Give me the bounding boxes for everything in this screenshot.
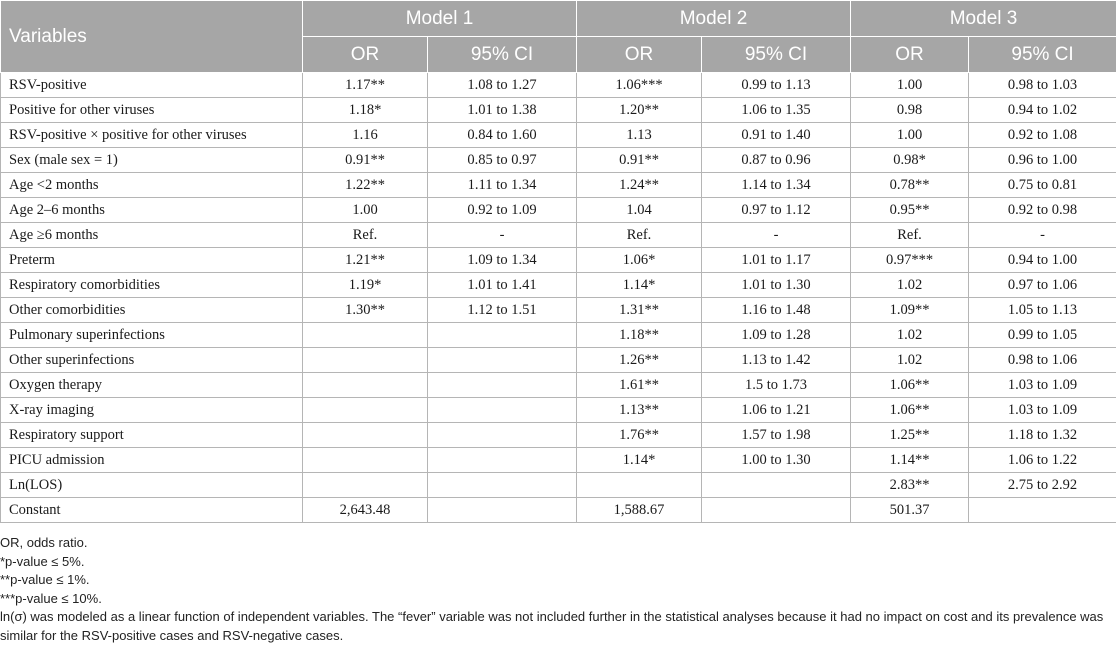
ci-header: 95% CI — [702, 37, 851, 73]
model-2-or-cell: 1.61** — [577, 373, 702, 398]
model-3-or-cell: 2.83** — [851, 473, 969, 498]
model-1-ci-cell — [428, 448, 577, 473]
model-2-or-cell: 1.06*** — [577, 73, 702, 98]
model-3-or-cell: 0.98* — [851, 148, 969, 173]
model-1-ci-cell: 1.01 to 1.38 — [428, 98, 577, 123]
model-1-ci-cell: 0.84 to 1.60 — [428, 123, 577, 148]
model-3-ci-cell: 1.18 to 1.32 — [969, 423, 1116, 448]
significance-note-10pct: ***p-value ≤ 10%. — [0, 590, 102, 606]
model-1-ci-cell: - — [428, 223, 577, 248]
variable-cell: Respiratory comorbidities — [1, 273, 303, 298]
model-2-ci-cell: 1.13 to 1.42 — [702, 348, 851, 373]
table-row — [1, 473, 1116, 498]
model-2-ci-cell — [702, 498, 851, 523]
model-2-or-cell: 1,588.67 — [577, 498, 702, 523]
model-1-or-cell: 1.18* — [303, 98, 428, 123]
model-3-ci-cell: 2.75 to 2.92 — [969, 473, 1116, 498]
table-row — [1, 398, 1116, 423]
table-row — [1, 73, 1116, 98]
model-2-ci-cell: 0.91 to 1.40 — [702, 123, 851, 148]
model-1-or-cell: 1.17** — [303, 73, 428, 98]
table-row — [1, 298, 1116, 323]
model-1-ci-cell: 1.11 to 1.34 — [428, 173, 577, 198]
model-2-ci-cell: 1.09 to 1.28 — [702, 323, 851, 348]
variable-cell: Age ≥6 months — [1, 223, 303, 248]
variable-cell: Age <2 months — [1, 173, 303, 198]
model-3-ci-cell: 0.92 to 0.98 — [969, 198, 1116, 223]
model-3-or-cell: 0.98 — [851, 98, 969, 123]
model-2-or-cell: 1.20** — [577, 98, 702, 123]
variable-cell: Sex (male sex = 1) — [1, 148, 303, 173]
model-1-or-cell: 1.21** — [303, 248, 428, 273]
model-3-ci-cell — [969, 498, 1116, 523]
model-1-or-cell — [303, 398, 428, 423]
table-row — [1, 273, 1116, 298]
model-3-or-cell: 0.95** — [851, 198, 969, 223]
variable-cell: RSV-positive — [1, 73, 303, 98]
table-row — [1, 98, 1116, 123]
model-2-or-cell: 1.24** — [577, 173, 702, 198]
model-3-or-cell: 1.25** — [851, 423, 969, 448]
model-3-ci-cell: 0.92 to 1.08 — [969, 123, 1116, 148]
significance-note-1pct: **p-value ≤ 1%. — [0, 572, 90, 587]
variable-cell: PICU admission — [1, 448, 303, 473]
table-row — [1, 173, 1116, 198]
header-row-models — [1, 1, 1116, 37]
table-row — [1, 123, 1116, 148]
model-2-or-cell: Ref. — [577, 223, 702, 248]
model-2-or-cell: 1.26** — [577, 348, 702, 373]
model-2-or-cell: 1.13** — [577, 398, 702, 423]
model-1-or-cell: 1.22** — [303, 173, 428, 198]
significance-note-5pct: *p-value ≤ 5%. — [0, 553, 85, 569]
model-1-or-cell — [303, 423, 428, 448]
table-row — [1, 423, 1116, 448]
model-3-or-cell: 1.14** — [851, 448, 969, 473]
model-3-or-cell: 1.06** — [851, 398, 969, 423]
model-3-ci-cell: 0.96 to 1.00 — [969, 148, 1116, 173]
model-3-or-cell: Ref. — [851, 223, 969, 248]
model-1-ci-cell — [428, 373, 577, 398]
model-3-ci-cell: 0.94 to 1.00 — [969, 248, 1116, 273]
model-3-or-cell: 1.09** — [851, 298, 969, 323]
model-1-ci-cell — [428, 323, 577, 348]
variable-cell: Ln(LOS) — [1, 473, 303, 498]
model-3-or-cell: 1.02 — [851, 323, 969, 348]
model-2-or-cell — [577, 473, 702, 498]
model-1-or-cell: Ref. — [303, 223, 428, 248]
variable-cell: Other superinfections — [1, 348, 303, 373]
model-1-ci-cell: 1.08 to 1.27 — [428, 73, 577, 98]
model-2-ci-cell: 1.5 to 1.73 — [702, 373, 851, 398]
table-row — [1, 373, 1116, 398]
model-2-or-cell: 1.04 — [577, 198, 702, 223]
model-1-or-cell — [303, 373, 428, 398]
model-1-ci-cell — [428, 423, 577, 448]
model-2-ci-cell: 0.99 to 1.13 — [702, 73, 851, 98]
variable-cell: Positive for other viruses — [1, 98, 303, 123]
model-2-ci-cell: 1.14 to 1.34 — [702, 173, 851, 198]
model-3-or-cell: 0.78** — [851, 173, 969, 198]
model-3-or-cell: 501.37 — [851, 498, 969, 523]
model-1-ci-cell — [428, 498, 577, 523]
table-notes — [0, 534, 1116, 645]
model-1-ci-cell: 1.12 to 1.51 — [428, 298, 577, 323]
model-3-ci-cell: 0.98 to 1.03 — [969, 73, 1116, 98]
model-2-or-cell: 1.06* — [577, 248, 702, 273]
model-1-ci-cell — [428, 398, 577, 423]
variable-cell: RSV-positive × positive for other viruses — [1, 123, 303, 148]
model-2-or-cell: 1.14* — [577, 448, 702, 473]
model-2-or-cell: 1.76** — [577, 423, 702, 448]
table-body — [1, 73, 1116, 523]
model-3-or-cell: 1.02 — [851, 273, 969, 298]
model-2-ci-cell: 1.57 to 1.98 — [702, 423, 851, 448]
model-2-ci-cell: 1.00 to 1.30 — [702, 448, 851, 473]
model-2-ci-cell: 1.01 to 1.30 — [702, 273, 851, 298]
model-2-ci-cell — [702, 473, 851, 498]
model-3-ci-cell: 0.98 to 1.06 — [969, 348, 1116, 373]
model-1-or-cell: 1.19* — [303, 273, 428, 298]
table-row — [1, 148, 1116, 173]
model-2-or-cell: 1.13 — [577, 123, 702, 148]
variable-cell: Constant — [1, 498, 303, 523]
model-1-ci-cell — [428, 473, 577, 498]
model-3-ci-cell: 1.06 to 1.22 — [969, 448, 1116, 473]
model-1-header: Model 1 — [303, 1, 577, 37]
table-row — [1, 248, 1116, 273]
variable-cell: Age 2–6 months — [1, 198, 303, 223]
table-row — [1, 223, 1116, 248]
ci-header: 95% CI — [969, 37, 1116, 73]
model-3-ci-cell: 0.94 to 1.02 — [969, 98, 1116, 123]
model-1-or-cell — [303, 348, 428, 373]
model-1-or-cell: 1.30** — [303, 298, 428, 323]
or-header: OR — [577, 37, 702, 73]
variable-cell: X-ray imaging — [1, 398, 303, 423]
variables-header: Variables — [1, 1, 303, 73]
variable-cell: Respiratory support — [1, 423, 303, 448]
model-3-or-cell: 1.00 — [851, 73, 969, 98]
model-3-ci-cell: - — [969, 223, 1116, 248]
model-2-or-cell: 1.14* — [577, 273, 702, 298]
model-1-or-cell: 0.91** — [303, 148, 428, 173]
model-3-or-cell: 1.02 — [851, 348, 969, 373]
model-1-ci-cell — [428, 348, 577, 373]
model-1-ci-cell: 0.92 to 1.09 — [428, 198, 577, 223]
model-1-ci-cell: 1.09 to 1.34 — [428, 248, 577, 273]
ci-header: 95% CI — [428, 37, 577, 73]
table-row — [1, 448, 1116, 473]
model-2-ci-cell: 1.16 to 1.48 — [702, 298, 851, 323]
abbreviation-note: OR, odds ratio. — [0, 535, 88, 550]
model-2-ci-cell: 1.06 to 1.35 — [702, 98, 851, 123]
model-3-ci-cell: 1.03 to 1.09 — [969, 398, 1116, 423]
table-row — [1, 498, 1116, 523]
model-2-ci-cell: - — [702, 223, 851, 248]
model-3-or-cell: 1.06** — [851, 373, 969, 398]
variable-cell: Pulmonary superinfections — [1, 323, 303, 348]
model-2-ci-cell: 1.01 to 1.17 — [702, 248, 851, 273]
model-3-or-cell: 0.97*** — [851, 248, 969, 273]
model-1-or-cell: 1.00 — [303, 198, 428, 223]
model-3-ci-cell: 0.97 to 1.06 — [969, 273, 1116, 298]
model-1-or-cell — [303, 473, 428, 498]
variable-cell: Other comorbidities — [1, 298, 303, 323]
model-3-ci-cell: 0.75 to 0.81 — [969, 173, 1116, 198]
model-3-ci-cell: 1.05 to 1.13 — [969, 298, 1116, 323]
table-row — [1, 198, 1116, 223]
model-2-header: Model 2 — [577, 1, 851, 37]
or-header: OR — [303, 37, 428, 73]
model-3-ci-cell: 1.03 to 1.09 — [969, 373, 1116, 398]
model-1-ci-cell: 0.85 to 0.97 — [428, 148, 577, 173]
model-2-or-cell: 0.91** — [577, 148, 702, 173]
table-row — [1, 323, 1116, 348]
model-2-or-cell: 1.31** — [577, 298, 702, 323]
or-header: OR — [851, 37, 969, 73]
model-1-or-cell — [303, 448, 428, 473]
variable-cell: Preterm — [1, 248, 303, 273]
model-3-header: Model 3 — [851, 1, 1116, 37]
model-1-or-cell — [303, 323, 428, 348]
table-row — [1, 348, 1116, 373]
model-1-ci-cell: 1.01 to 1.41 — [428, 273, 577, 298]
model-1-or-cell: 1.16 — [303, 123, 428, 148]
model-3-ci-cell: 0.99 to 1.05 — [969, 323, 1116, 348]
model-2-ci-cell: 0.87 to 0.96 — [702, 148, 851, 173]
variable-cell: Oxygen therapy — [1, 373, 303, 398]
model-3-or-cell: 1.00 — [851, 123, 969, 148]
model-2-ci-cell: 1.06 to 1.21 — [702, 398, 851, 423]
model-1-or-cell: 2,643.48 — [303, 498, 428, 523]
model-2-or-cell: 1.18** — [577, 323, 702, 348]
model-2-ci-cell: 0.97 to 1.12 — [702, 198, 851, 223]
model-footnote: ln(σ) was modeled as a linear function of independent variables. The “fever” variable was not included further in the statistical analyses because it had no impact on cost and its prevalence was similar for the RSV-positive cases and RSV-negative cases. — [0, 609, 1104, 643]
